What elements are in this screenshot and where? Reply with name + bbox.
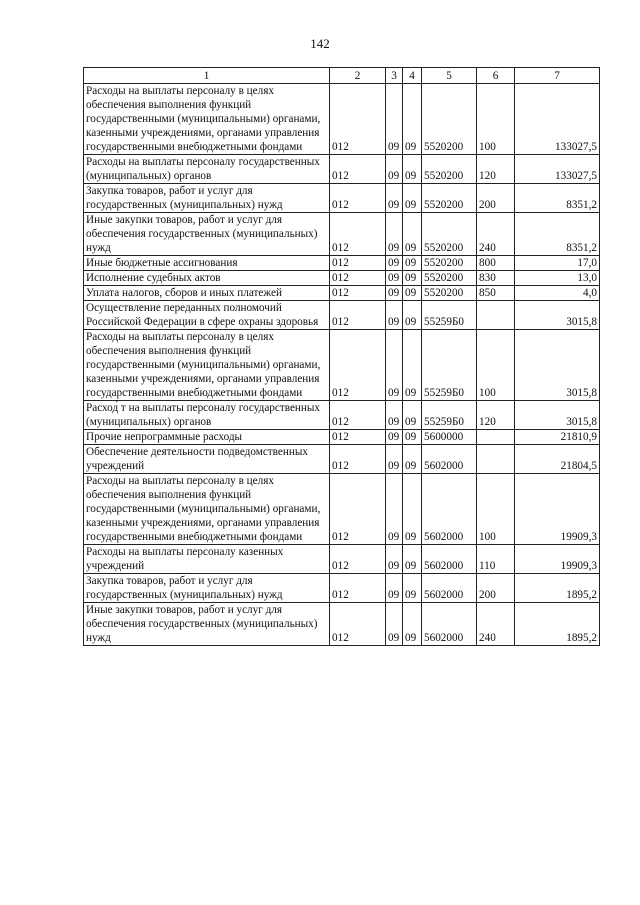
cell-name: Иные закупки товаров, работ и услуг для обеспечения государственных (муниципальных) нужд xyxy=(84,213,330,256)
cell-rz: 09 xyxy=(386,545,403,574)
cell-csr: 55259Б0 xyxy=(422,301,477,330)
cell-pr: 09 xyxy=(403,330,422,401)
cell-rz: 09 xyxy=(386,330,403,401)
table-row xyxy=(84,401,600,430)
cell-sum: 13,0 xyxy=(515,271,600,286)
table-body xyxy=(84,84,600,646)
cell-pr: 09 xyxy=(403,286,422,301)
cell-name: Расходы на выплаты персоналу в целях обеспечения выполнения функций государственными (муниципальными) органами, казенными учреждениями, органами управления государственными внебюджетными фондами xyxy=(84,330,330,401)
cell-csr: 55259Б0 xyxy=(422,330,477,401)
cell-sum: 19909,3 xyxy=(515,474,600,545)
cell-vr xyxy=(477,445,515,474)
cell-pr: 09 xyxy=(403,603,422,646)
cell-rz: 09 xyxy=(386,286,403,301)
cell-sum: 4,0 xyxy=(515,286,600,301)
cell-csr: 5602000 xyxy=(422,603,477,646)
cell-pr: 09 xyxy=(403,474,422,545)
cell-vr: 240 xyxy=(477,603,515,646)
cell-vr: 200 xyxy=(477,184,515,213)
column-header-pr: 4 xyxy=(403,68,422,84)
column-header-vr: 6 xyxy=(477,68,515,84)
cell-csr: 5602000 xyxy=(422,574,477,603)
table-row xyxy=(84,286,600,301)
cell-vr: 200 xyxy=(477,574,515,603)
cell-rz: 09 xyxy=(386,184,403,213)
cell-name: Обеспечение деятельности подведомственных учреждений xyxy=(84,445,330,474)
cell-csr: 5520200 xyxy=(422,155,477,184)
page-number: 142 xyxy=(310,36,330,51)
cell-name: Закупка товаров, работ и услуг для государственных (муниципальных) нужд xyxy=(84,184,330,213)
cell-pr: 09 xyxy=(403,213,422,256)
cell-rz: 09 xyxy=(386,301,403,330)
table-row xyxy=(84,430,600,445)
cell-sum: 133027,5 xyxy=(515,84,600,155)
cell-ved: 012 xyxy=(330,330,386,401)
cell-sum: 19909,3 xyxy=(515,545,600,574)
cell-name: Исполнение судебных актов xyxy=(84,271,330,286)
cell-name: Закупка товаров, работ и услуг для государственных (муниципальных) нужд xyxy=(84,574,330,603)
cell-name: Расходы на выплаты персоналу государственных (муниципальных) органов xyxy=(84,155,330,184)
cell-pr: 09 xyxy=(403,271,422,286)
cell-csr: 5520200 xyxy=(422,213,477,256)
cell-csr: 5602000 xyxy=(422,545,477,574)
cell-pr: 09 xyxy=(403,84,422,155)
column-header-sum: 7 xyxy=(515,68,600,84)
cell-pr: 09 xyxy=(403,256,422,271)
cell-vr: 120 xyxy=(477,155,515,184)
cell-name: Расходы на выплаты персоналу в целях обеспечения выполнения функций государственными (муниципальными) органами, казенными учреждениями, органами управления государственными внебюджетными фондами xyxy=(84,84,330,155)
budget-table xyxy=(83,67,600,646)
cell-sum: 1895,2 xyxy=(515,574,600,603)
cell-ved: 012 xyxy=(330,184,386,213)
cell-csr: 5600000 xyxy=(422,430,477,445)
table-row xyxy=(84,271,600,286)
cell-rz: 09 xyxy=(386,603,403,646)
cell-rz: 09 xyxy=(386,474,403,545)
cell-vr xyxy=(477,430,515,445)
table-row xyxy=(84,184,600,213)
cell-name: Расход́ т на выплаты персоналу государственных (муниципальных) органов xyxy=(84,401,330,430)
column-header-csr: 5 xyxy=(422,68,477,84)
cell-rz: 09 xyxy=(386,155,403,184)
cell-ved: 012 xyxy=(330,474,386,545)
table-row xyxy=(84,330,600,401)
cell-sum: 21810,9 xyxy=(515,430,600,445)
cell-csr: 5520200 xyxy=(422,256,477,271)
cell-pr: 09 xyxy=(403,445,422,474)
table-row xyxy=(84,545,600,574)
cell-ved: 012 xyxy=(330,401,386,430)
cell-csr: 5602000 xyxy=(422,445,477,474)
cell-name: Уплата налогов, сборов и иных платежей xyxy=(84,286,330,301)
cell-sum: 17,0 xyxy=(515,256,600,271)
cell-ved: 012 xyxy=(330,286,386,301)
cell-pr: 09 xyxy=(403,545,422,574)
cell-vr: 110 xyxy=(477,545,515,574)
cell-name: Иные закупки товаров, работ и услуг для обеспечения государственных (муниципальных) нужд xyxy=(84,603,330,646)
cell-csr: 5520200 xyxy=(422,84,477,155)
cell-csr: 5602000 xyxy=(422,474,477,545)
cell-vr: 850 xyxy=(477,286,515,301)
table-row xyxy=(84,301,600,330)
cell-sum: 21804,5 xyxy=(515,445,600,474)
cell-name: Иные бюджетные ассигнования xyxy=(84,256,330,271)
cell-vr: 830 xyxy=(477,271,515,286)
cell-rz: 09 xyxy=(386,430,403,445)
cell-name: Осуществление переданных полномочий Российской Федерации в сфере охраны здоровья xyxy=(84,301,330,330)
cell-ved: 012 xyxy=(330,155,386,184)
cell-ved: 012 xyxy=(330,256,386,271)
cell-vr xyxy=(477,301,515,330)
column-header-name: 1 xyxy=(84,68,330,84)
cell-vr: 100 xyxy=(477,330,515,401)
cell-vr: 100 xyxy=(477,474,515,545)
cell-vr: 100 xyxy=(477,84,515,155)
cell-rz: 09 xyxy=(386,84,403,155)
cell-sum: 1895,2 xyxy=(515,603,600,646)
cell-name: Прочие непрограммные расходы xyxy=(84,430,330,445)
header-row xyxy=(84,68,600,84)
table-row xyxy=(84,84,600,155)
cell-sum: 3015,8 xyxy=(515,330,600,401)
column-header-rz: 3 xyxy=(386,68,403,84)
table-row xyxy=(84,574,600,603)
table-header xyxy=(84,68,600,84)
table-row xyxy=(84,213,600,256)
cell-ved: 012 xyxy=(330,445,386,474)
table-row xyxy=(84,155,600,184)
cell-pr: 09 xyxy=(403,184,422,213)
cell-pr: 09 xyxy=(403,155,422,184)
table-row xyxy=(84,445,600,474)
table-row xyxy=(84,603,600,646)
cell-pr: 09 xyxy=(403,401,422,430)
cell-rz: 09 xyxy=(386,271,403,286)
cell-csr: 5520200 xyxy=(422,286,477,301)
cell-rz: 09 xyxy=(386,401,403,430)
cell-rz: 09 xyxy=(386,256,403,271)
cell-ved: 012 xyxy=(330,574,386,603)
table-row xyxy=(84,474,600,545)
cell-ved: 012 xyxy=(330,84,386,155)
cell-sum: 3015,8 xyxy=(515,401,600,430)
cell-vr: 120 xyxy=(477,401,515,430)
cell-ved: 012 xyxy=(330,430,386,445)
cell-csr: 5520200 xyxy=(422,271,477,286)
cell-ved: 012 xyxy=(330,271,386,286)
cell-pr: 09 xyxy=(403,430,422,445)
cell-ved: 012 xyxy=(330,301,386,330)
cell-ved: 012 xyxy=(330,213,386,256)
cell-vr: 240 xyxy=(477,213,515,256)
cell-rz: 09 xyxy=(386,445,403,474)
cell-ved: 012 xyxy=(330,603,386,646)
cell-sum: 8351,2 xyxy=(515,184,600,213)
cell-sum: 3015,8 xyxy=(515,301,600,330)
cell-pr: 09 xyxy=(403,301,422,330)
cell-rz: 09 xyxy=(386,574,403,603)
column-header-ved: 2 xyxy=(330,68,386,84)
cell-csr: 5520200 xyxy=(422,184,477,213)
cell-vr: 800 xyxy=(477,256,515,271)
cell-ved: 012 xyxy=(330,545,386,574)
cell-csr: 55259Б0 xyxy=(422,401,477,430)
cell-name: Расходы на выплаты персоналу в целях обеспечения выполнения функций государственными (муниципальными) органами, казенными учреждениями, органами управления государственными внебюджетными фондами xyxy=(84,474,330,545)
cell-pr: 09 xyxy=(403,574,422,603)
table-row xyxy=(84,256,600,271)
cell-sum: 133027,5 xyxy=(515,155,600,184)
cell-name: Расходы на выплаты персоналу казенных учреждений xyxy=(84,545,330,574)
cell-sum: 8351,2 xyxy=(515,213,600,256)
cell-rz: 09 xyxy=(386,213,403,256)
